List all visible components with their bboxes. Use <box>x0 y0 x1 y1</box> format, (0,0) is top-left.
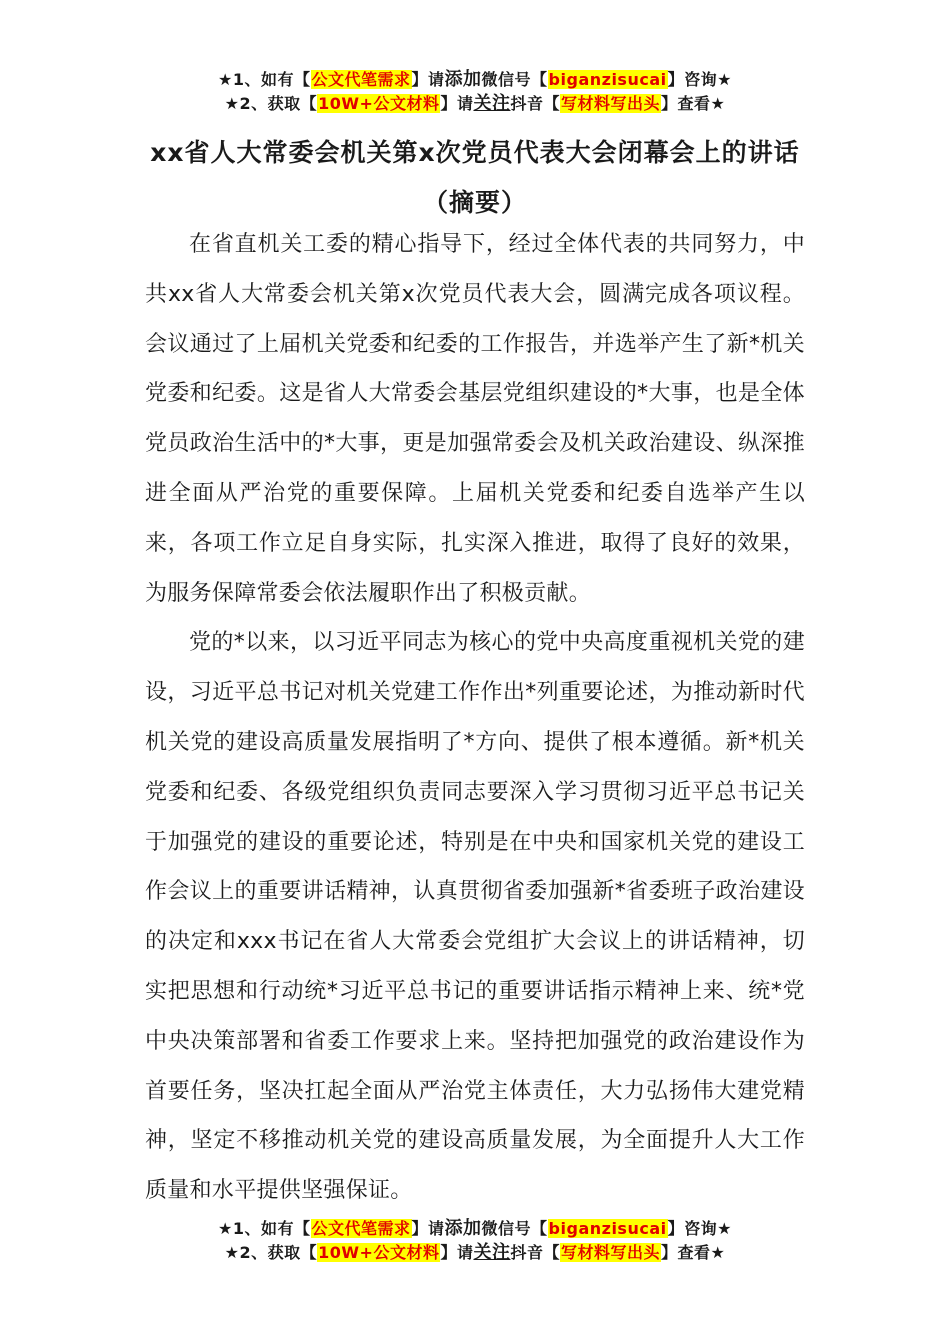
highlight-materials: 10W+公文材料 <box>318 94 440 113</box>
title-line-2: （摘要） <box>422 188 527 217</box>
document-title <box>0 128 950 228</box>
document-body <box>145 220 805 1216</box>
footer-banner <box>0 1217 950 1265</box>
banner-line-2: ★2、获取【10W+公文材料】请关注抖音【写材料写出头】查看★ <box>224 93 726 114</box>
highlight-service: 公文代笔需求 <box>311 70 411 89</box>
highlight-wechat-id: biganzisucai <box>548 1219 667 1238</box>
highlight-douyin: 写材料写出头 <box>560 1243 660 1262</box>
highlight-service: 公文代笔需求 <box>311 1219 411 1238</box>
highlight-douyin: 写材料写出头 <box>560 94 660 113</box>
title-line-1: xx省人大常委会机关第x次党员代表大会闭幕会上的讲话 <box>150 138 800 167</box>
banner-line-1: ★1、如有【公文代笔需求】请添加微信号【biganzisucai】咨询★ <box>218 69 732 90</box>
highlight-wechat-id: biganzisucai <box>548 70 667 89</box>
highlight-materials: 10W+公文材料 <box>318 1243 440 1262</box>
paragraph-2: 党的*以来，以习近平同志为核心的党中央高度重视机关党的建设，习近平总书记对机关党建工作作出*列重要论述，为推动新时代机关党的建设高质量发展指明了*方向、提供了根本遵循。新*机关党委和纪委、各级党组织负责同志要深入学习贯彻习近平总书记关于加强党的建设的重要论述，特别是在中央和国家机关党的建设工作会议上的重要讲话精神，认真贯彻省委加强新*省委班子政治建设的决定和xxx书记在省人大常委会党组扩大会议上的讲话精神，切实把思想和行动统*习近平总书记的重要讲话指示精神上来、统*党中央决策部署和省委工作要求上来。坚持把加强党的政治建设作为首要任务，坚决扛起全面从严治党主体责任，大力弘扬伟大建党精神，坚定不移推动机关党的建设高质量发展，为全面提升人大工作质量和水平提供坚强保证。 <box>145 630 805 1204</box>
paragraph-1: 在省直机关工委的精心指导下，经过全体代表的共同努力，中共xx省人大常委会机关第x次党员代表大会，圆满完成各项议程。会议通过了上届机关党委和纪委的工作报告，并选举产生了新*机关党委和纪委。这是省人大常委会基层党组织建设的*大事，也是全体党员政治生活中的*大事，更是加强常委会及机关政治建设、纵深推进全面从严治党的重要保障。上届机关党委和纪委自选举产生以来，各项工作立足自身实际，扎实深入推进，取得了良好的效果，为服务保障常委会依法履职作出了积极贡献。 <box>145 232 805 606</box>
header-banner <box>0 68 950 116</box>
banner-line-1: ★1、如有【公文代笔需求】请添加微信号【biganzisucai】咨询★ <box>218 1218 732 1239</box>
banner-line-2: ★2、获取【10W+公文材料】请关注抖音【写材料写出头】查看★ <box>224 1242 726 1263</box>
